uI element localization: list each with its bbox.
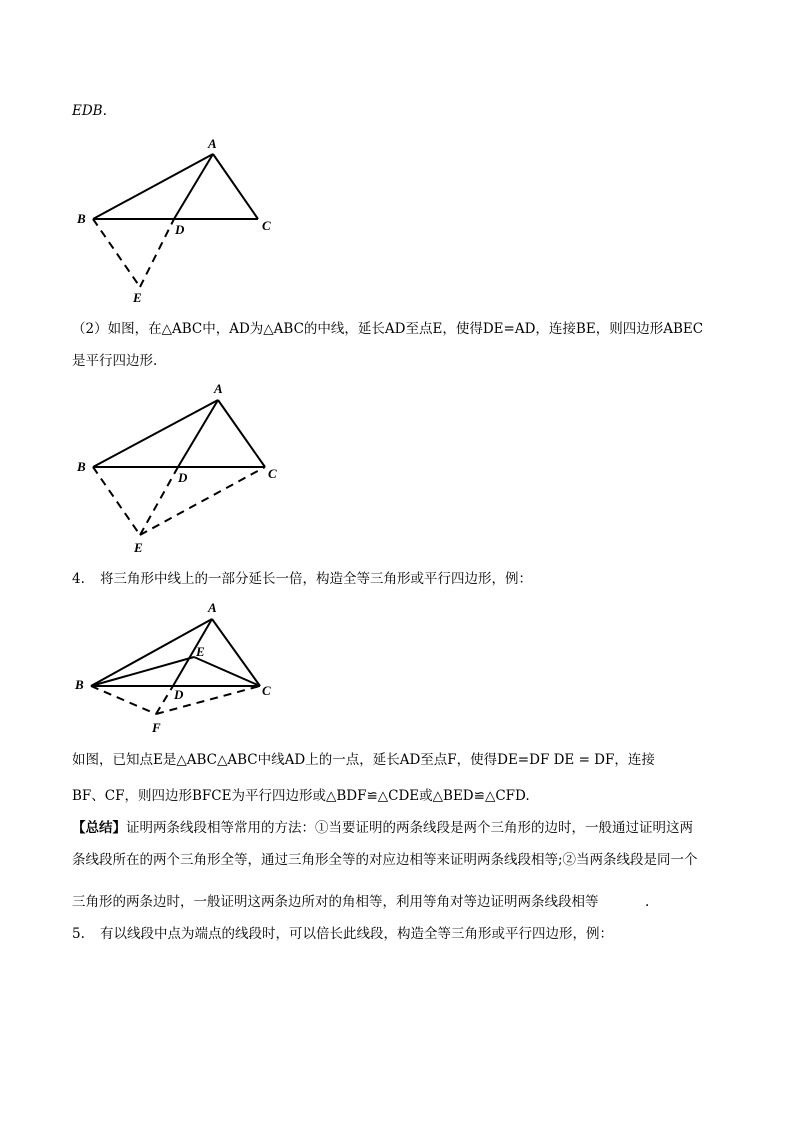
label-f: F: [152, 720, 161, 735]
summary-line-1: [72, 819, 693, 837]
label-c: C: [268, 466, 277, 481]
summary-line-3-period: .: [645, 894, 650, 910]
segment-ba: [91, 619, 212, 686]
label-d: D: [175, 222, 185, 237]
label-a: A: [208, 136, 217, 151]
label-b: B: [75, 677, 84, 692]
item-4-number: 4.: [72, 571, 85, 587]
label-d: D: [178, 470, 188, 485]
segment-bf-dashed: [91, 686, 156, 714]
item-2-line-2: 是平行四边形.: [72, 353, 158, 369]
segment-be: [91, 657, 194, 686]
label-c: C: [262, 683, 271, 698]
summary-line-3: 三角形的两条边时，一般证明这两条边所对的角相等，利用等角对等边证明两条线段相等: [72, 894, 599, 910]
label-e: E: [196, 644, 205, 659]
label-b: B: [77, 459, 86, 474]
label-d: D: [174, 687, 184, 702]
continued-text-edb: EDB.: [72, 103, 107, 119]
summary-line-2: 条线段所在的两个三角形全等，通过三角形全等的对应边相等来证明两条线段相等;②当两条线段是同一个: [72, 852, 698, 868]
label-b: B: [77, 211, 86, 226]
label-e: E: [134, 540, 143, 555]
item-5-number: 5.: [72, 926, 85, 942]
item-2-line-1: （2）如图，在△ABC中，AD为△ABC的中线，延长AD至点E，使得DE=AD，连接BE，则四边形ABEC: [72, 321, 704, 337]
paragraph-line-1: 如图，已知点E是△ABC△ABC中线AD上的一点，延长AD至点F，使得DE=DF DE = DF，连接: [72, 752, 655, 768]
label-e: E: [133, 290, 142, 305]
label-a: A: [208, 600, 217, 615]
summary-text-1: 证明两条线段相等常用的方法：①当要证明的两条线段是两个三角形的边时，一般通过证明这两: [126, 820, 693, 836]
label-a: A: [214, 381, 223, 396]
label-c: C: [262, 218, 271, 233]
paragraph-line-2: BF、CF，则四边形BFCE为平行四边形或△BDF≌△CDE或△BED≌△CFD.: [72, 788, 530, 804]
summary-tag: 【总结】: [72, 820, 126, 836]
item-5-text: 有以线段中点为端点的线段时，可以倍长此线段，构造全等三角形或平行四边形，例：: [100, 926, 613, 942]
item-4-text: 将三角形中线上的一部分延长一倍，构造全等三角形或平行四边形，例：: [100, 571, 532, 587]
